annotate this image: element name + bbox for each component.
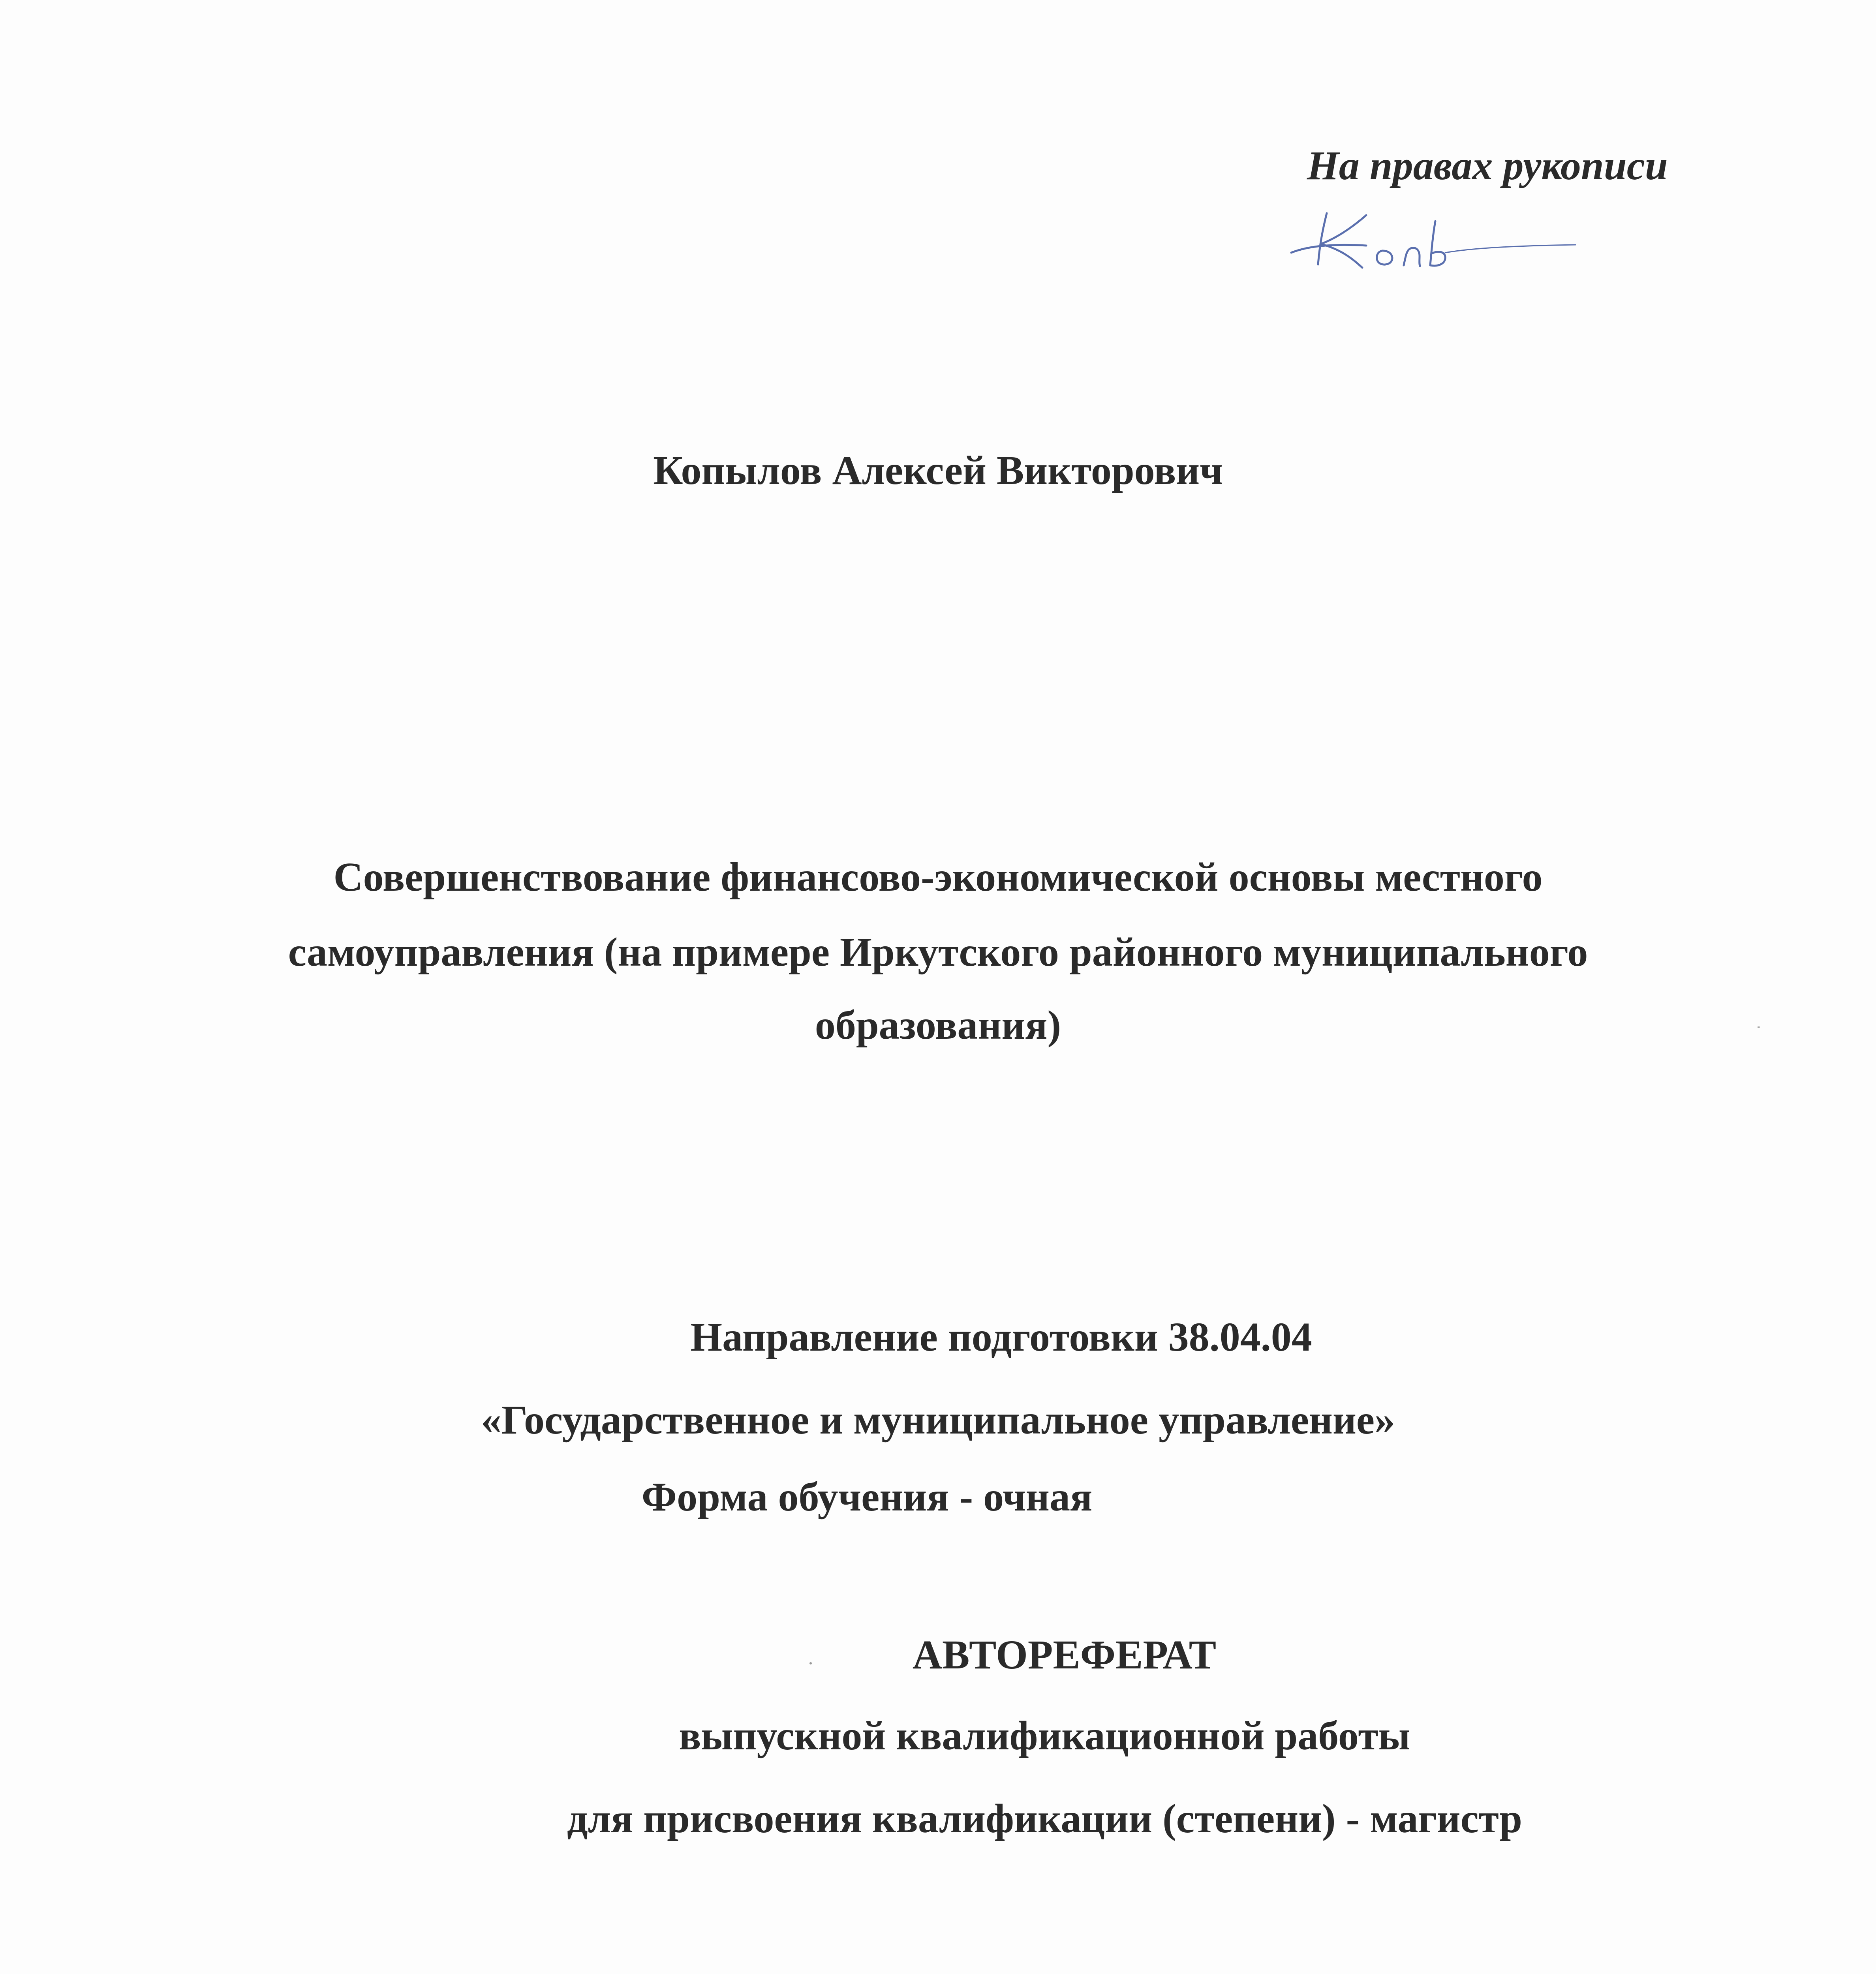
document-type-line-1: выпускной квалификационной работы (679, 1713, 1410, 1758)
thesis-title-line-2: самоуправления (на примере Иркутского районного муниципального (288, 929, 1588, 975)
document-type-line-2: для присвоения квалификации (степени) - магистр (567, 1796, 1522, 1841)
author-name: Копылов Алексей Викторович (653, 448, 1223, 493)
study-form: Форма обучения - очная (641, 1474, 1093, 1520)
thesis-title-line-1: Совершенствование финансово-экономической основы местного (333, 854, 1543, 900)
program-name: «Государственное и муниципальное управление» (481, 1397, 1395, 1443)
document-type-heading: АВТОРЕФЕРАТ (912, 1632, 1217, 1678)
thesis-title-line-3: образования) (815, 1002, 1061, 1048)
program-direction: Направление подготовки 38.04.04 (690, 1314, 1312, 1360)
signature (1283, 197, 1583, 288)
scan-speck (809, 1662, 812, 1664)
scan-speck (1757, 1026, 1760, 1028)
manuscript-note: На правах рукописи (1307, 143, 1668, 188)
